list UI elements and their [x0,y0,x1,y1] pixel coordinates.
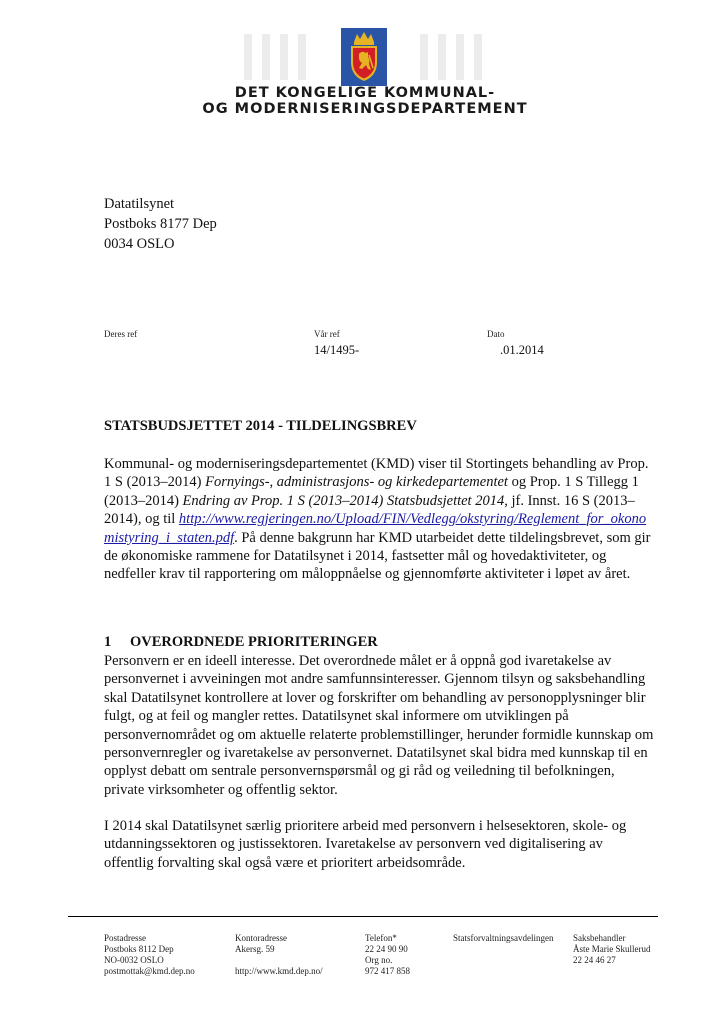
focus-paragraph: I 2014 skal Datatilsynet særlig prioritere arbeid med personvern i helsesektoren, skole- og utdanningssektoren og justissektoren. Ivaretakelse av personvern ved digitalisering av offentlig forvalting skal også være et prioritert arbeidsområde. [104,818,627,871]
footer-line: Statsforvaltningsavdelingen [453,933,554,943]
p1-text-d: Endring av Prop. 1 S (2013–2014) Statsbudsjettet 2014 [182,492,505,509]
footer-line: Saksbehandler [573,933,626,943]
p1-text-a: Kommunal- og moderniseringsdepartementet (KMD) viser til Stortingets behandling av Prop. 1 S (2013–2014) [104,456,649,491]
section-title: OVERORDNEDE PRIORITERINGER [130,634,378,650]
department-name-line1: DET KONGELIGE KOMMUNAL- [234,85,496,101]
regulation-link[interactable]: http://www.regjeringen.no/Upload/FIN/Vedlegg/okstyring/Reglement_for_okonomistyring_i_staten.pdf [104,511,647,546]
department-name-line2: OG MODERNISERINGSDEPARTEMENT [202,101,528,117]
footer-line: Telefon* [365,933,397,943]
section-number: 1 [104,634,112,650]
footer-divider [68,916,658,917]
recipient-city: 0034 OSLO [104,236,175,252]
footer-kontoradresse [235,933,323,977]
p1-text-e: , jf. Innst. 16 S (2013–2014), og til [104,492,635,528]
footer-line: 22 24 46 27 [573,955,616,965]
p1-text-b: Fornyings-, administrasjons- og kirkedepartementet [205,474,508,491]
priorities-paragraph: Personvern er en ideell interesse. Det overordnede målet er å oppnå god ivaretakelse av personvernet i avveiningen mot andre samfunnsinteresser. Gjennom tilsyn og saksbehandling skal Datatilsynet kontrollere at lover og forskrifter om behandling av personopplysninger blir fulgt, og at feil og mangler rettes. Datatilsynet skal informere om utviklingen på personvernområdet og om aktuelle relaterte problemstillinger, herunder formidle kunnskap om personvernregler og ivaretakelse av personvernet. Datatilsynet skal bidra med kunnskap til en opplyst debatt om sentrale personvernspørsmål og gi råd og veiledning til befolkningen, private virksomheter og offentlig sektor. [104,653,654,798]
letter-title: STATSBUDSJETTET 2014 - TILDELINGSBREV [104,418,417,434]
footer-line: NO-0032 OSLO [104,955,164,965]
footer-line: Åste Marie Skullerud [573,944,651,954]
p1-text-f: . På denne bakgrunn har KMD utarbeidet dette tildelingsbrevet, som gir de økonomiske rammene for Datatilsynet i 2014, fastsetter mål og hovedaktiviteter, og nedfeller krav til rapportering om måloppnåelse og gjennomførte aktiviteter i løpet av året. [104,529,651,583]
dato-value: .01.2014 [500,343,544,357]
footer-email[interactable]: postmottak@kmd.dep.no [104,966,195,976]
var-ref-label: Vår ref [314,329,340,339]
recipient-name: Datatilsynet [104,196,175,212]
footer-line: Akersg. 59 [235,944,275,954]
footer-line: Postboks 8112 Dep [104,944,174,954]
footer-line: 972 417 858 [365,966,410,976]
footer-saksbehandler [573,933,650,966]
section-heading [104,634,378,651]
footer-line: Org no. [365,955,393,965]
coat-of-arms-icon [341,28,387,86]
deres-ref-label: Deres ref [104,329,138,339]
footer-website[interactable]: http://www.kmd.dep.no/ [235,966,323,976]
recipient-postbox: Postboks 8177 Dep [104,216,217,232]
intro-paragraph [104,455,654,584]
footer-telefon [365,933,410,977]
footer-line: 22 24 90 90 [365,944,408,954]
var-ref-value: 14/1495- [314,343,360,357]
dato-label: Dato [487,329,505,339]
footer-postadresse [104,933,195,977]
footer-line: Postadresse [104,933,146,943]
footer-avdeling [453,933,553,944]
p1-text-c: og Prop. 1 S Tillegg 1 (2013–2014) [104,474,639,509]
footer-line: Kontoradresse [235,933,287,943]
footer-line [235,955,323,966]
